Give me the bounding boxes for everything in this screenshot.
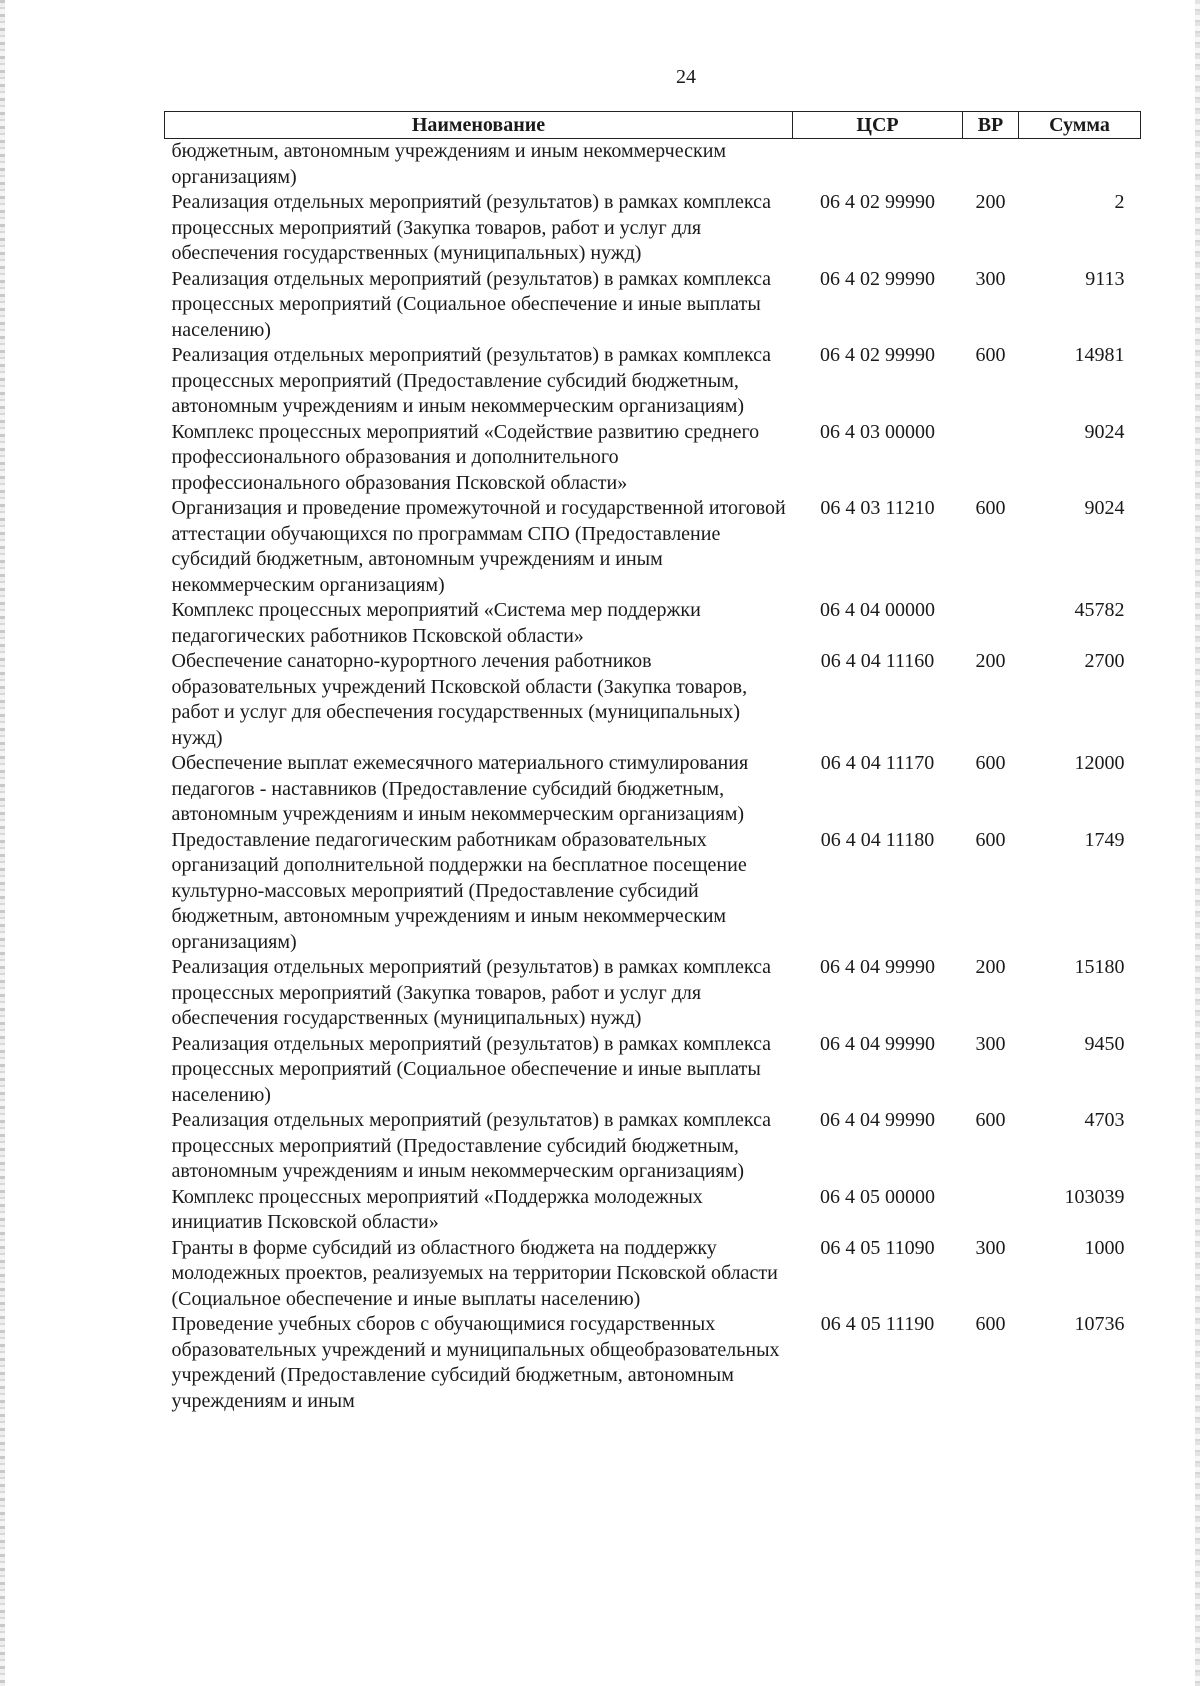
name-cell: Проведение учебных сборов с обучающимися государственных образовательных учреждений и муниципальных общеобразовательных учреждений (Предоставление субсидий бюджетным, автономным учреждениям и иным	[171, 1313, 780, 1412]
csr-cell: 06 4 05 00000	[820, 1185, 935, 1208]
name-cell: бюджетным, автономным учреждениям и иным некоммерческим организациям)	[171, 140, 727, 188]
table-row	[165, 1185, 1141, 1236]
name-cell: Реализация отдельных мероприятий (результатов) в рамках комплекса процессных мероприятий (Закупка товаров, работ и услуг для обеспечения государственных (муниципальных) нужд)	[171, 956, 772, 1029]
table-row	[165, 1108, 1141, 1185]
csr-cell: 06 4 04 99990	[820, 956, 935, 978]
csr-cell: 06 4 02 99990	[820, 344, 935, 366]
sum-cell: 1749	[1084, 828, 1125, 851]
name-cell: Комплекс процессных мероприятий «Поддержка молодежных инициатив Псковской области»	[171, 1185, 703, 1233]
name-cell: Реализация отдельных мероприятий (результатов) в рамках комплекса процессных мероприятий (Предоставление субсидий бюджетным, автономным учреждениям и иным некоммерческим организациям)	[171, 1109, 772, 1182]
table-row	[165, 1236, 1141, 1313]
sum-cell: 9024	[1084, 497, 1125, 519]
csr-cell: 06 4 05 11190	[820, 1313, 935, 1335]
vr-cell	[963, 598, 1019, 649]
vr-cell: 600	[975, 497, 1006, 519]
table-row	[165, 955, 1141, 1032]
sum-cell: 103039	[1064, 1185, 1125, 1208]
vr-cell: 600	[975, 828, 1006, 851]
vr-cell: 300	[975, 1236, 1006, 1259]
header-csr: ЦСР	[793, 112, 963, 139]
header-vr: ВР	[963, 112, 1019, 139]
csr-cell: 06 4 02 99990	[820, 191, 935, 213]
csr-cell: 06 4 02 99990	[820, 267, 935, 290]
sum-cell: 45782	[1074, 599, 1125, 621]
csr-cell: 06 4 04 99990	[820, 1109, 935, 1131]
table-row	[165, 649, 1141, 751]
name-cell: Обеспечение выплат ежемесячного материального стимулирования педагогов - наставников (Предоставление субсидий бюджетным, автономным учреждениям и иным некоммерческим организациям)	[171, 752, 749, 825]
table-row	[165, 267, 1141, 344]
table-row	[165, 496, 1141, 598]
vr-cell: 600	[975, 1109, 1006, 1131]
vr-cell: 300	[975, 1032, 1006, 1055]
table-row	[165, 1312, 1141, 1414]
name-cell: Комплекс процессных мероприятий «Система мер поддержки педагогических работников Псковской области»	[171, 599, 701, 647]
page-number: 24	[676, 66, 696, 88]
csr-cell	[793, 139, 963, 191]
vr-cell: 300	[975, 267, 1006, 290]
header-sum: Сумма	[1019, 112, 1141, 139]
table-row	[165, 751, 1141, 828]
sum-cell: 15180	[1074, 956, 1125, 978]
budget-table	[164, 111, 1141, 1414]
scan-edge-left	[0, 0, 5, 1686]
name-cell: Организация и проведение промежуточной и государственной итоговой аттестации обучающихся по программам СПО (Предоставление субсидий бюджетным, автономным учреждениям и иным некоммерческим организациям)	[171, 497, 786, 596]
vr-cell: 200	[975, 191, 1006, 213]
sum-cell: 10736	[1074, 1313, 1125, 1335]
csr-cell: 06 4 04 99990	[820, 1032, 935, 1055]
vr-cell: 200	[975, 956, 1006, 978]
header-name: Наименование	[165, 112, 793, 139]
sum-cell: 1000	[1084, 1236, 1125, 1259]
table-row	[165, 190, 1141, 267]
sum-cell: 9450	[1084, 1032, 1125, 1055]
csr-cell: 06 4 04 11180	[820, 828, 935, 851]
csr-cell: 06 4 03 11210	[820, 497, 935, 519]
name-cell: Реализация отдельных мероприятий (результатов) в рамках комплекса процессных мероприятий (Социальное обеспечение и иные выплаты населению)	[171, 1032, 772, 1106]
table-row	[165, 1032, 1141, 1109]
sum-cell: 12000	[1074, 752, 1125, 774]
scan-edge-right	[1195, 0, 1200, 1686]
csr-cell: 06 4 05 11090	[820, 1236, 935, 1259]
table-row	[165, 343, 1141, 420]
sum-cell: 9024	[1084, 420, 1125, 443]
table-row	[165, 420, 1141, 497]
sum-cell: 4703	[1084, 1109, 1125, 1131]
table-header	[165, 112, 1141, 139]
table-body	[165, 139, 1141, 1415]
table-row	[165, 828, 1141, 956]
vr-cell: 600	[975, 1313, 1006, 1335]
sum-cell: 9113	[1085, 267, 1125, 290]
vr-cell: 200	[975, 650, 1006, 672]
name-cell: Реализация отдельных мероприятий (результатов) в рамках комплекса процессных мероприятий (Социальное обеспечение и иные выплаты населению)	[171, 267, 772, 341]
name-cell: Обеспечение санаторно-курортного лечения работников образовательных учреждений Псковской области (Закупка товаров, работ и услуг для обеспечения государственных (муниципальных) нужд)	[171, 650, 748, 749]
name-cell: Реализация отдельных мероприятий (результатов) в рамках комплекса процессных мероприятий (Закупка товаров, работ и услуг для обеспечения государственных (муниципальных) нужд)	[171, 191, 772, 264]
table-row	[165, 598, 1141, 649]
name-cell: Гранты в форме субсидий из областного бюджета на поддержку молодежных проектов, реализуемых на территории Псковской области (Социальное обеспечение и иные выплаты населению)	[171, 1236, 778, 1310]
vr-cell	[963, 420, 1019, 497]
vr-cell: 600	[975, 752, 1006, 774]
csr-cell: 06 4 04 00000	[820, 599, 935, 621]
sum-cell: 2	[1114, 191, 1125, 213]
sum-cell	[1019, 139, 1141, 191]
sum-cell: 2700	[1084, 650, 1125, 672]
name-cell: Комплекс процессных мероприятий «Содействие развитию среднего профессионального образования и дополнительного профессионального образования Псковской области»	[171, 420, 760, 494]
table-row	[165, 139, 1141, 191]
name-cell: Предоставление педагогическим работникам образовательных организаций дополнительной поддержки на бесплатное посещение культурно-массовых мероприятий (Предоставление субсидий бюджетным, автономным учреждениям и иным некоммерческим организациям)	[171, 828, 747, 953]
vr-cell: 600	[975, 344, 1006, 366]
vr-cell	[963, 1185, 1019, 1236]
csr-cell: 06 4 04 11170	[820, 752, 935, 774]
sum-cell: 14981	[1074, 344, 1125, 366]
name-cell: Реализация отдельных мероприятий (результатов) в рамках комплекса процессных мероприятий (Предоставление субсидий бюджетным, автономным учреждениям и иным некоммерческим организациям)	[171, 344, 772, 417]
vr-cell	[963, 139, 1019, 191]
csr-cell: 06 4 04 11160	[820, 650, 935, 672]
csr-cell: 06 4 03 00000	[820, 420, 935, 443]
